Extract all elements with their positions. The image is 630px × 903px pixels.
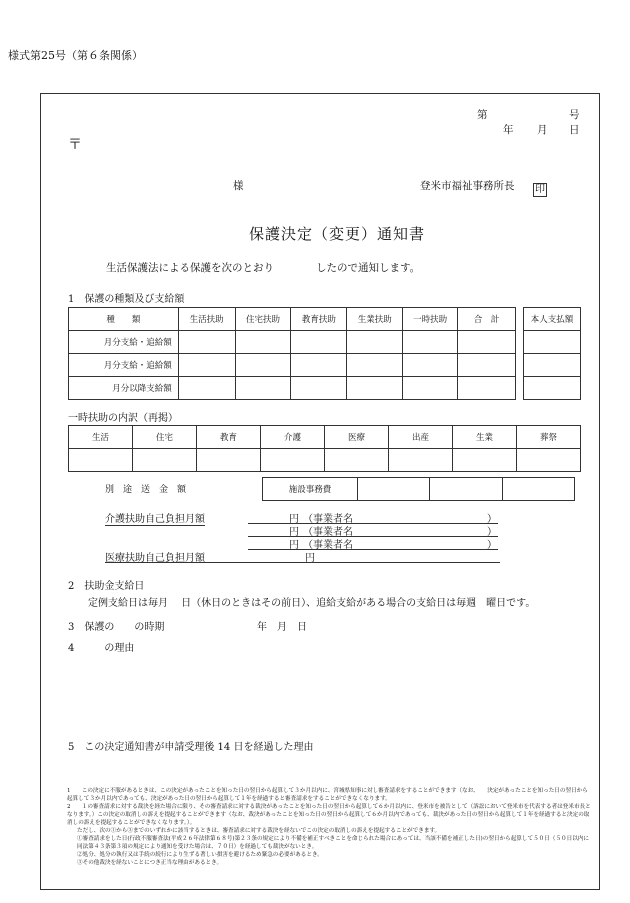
underline xyxy=(248,523,498,524)
section3-heading: 3 保護の の時期 xyxy=(68,622,165,633)
form-code: 様式第25号（第６条関係） xyxy=(8,49,143,62)
breakdown-table xyxy=(68,425,581,472)
number-label-right: 号 xyxy=(569,109,580,121)
note-item: ①審査請求をした日(行政不服審査法(平成２６年法律第６８号)第２３条の規定により不備を補正すべきことを命じられた場合にあっては、当該不備を補正した日)の翌日から起算して５０日（５０日以内に同法第４３条第３項の規定により通知を受けた場合は、７０日）を経過しても裁決がないとき。 xyxy=(77,836,590,850)
table-row xyxy=(69,354,516,377)
table-cell[interactable] xyxy=(453,449,517,472)
col-header: 医療 xyxy=(325,426,389,449)
breakdown-heading: 一時扶助の内訳（再掲） xyxy=(68,413,178,424)
care-copay-label: 介護扶助自己負担月額 xyxy=(105,510,205,526)
self-pay-table xyxy=(523,307,581,400)
yen-label: 円 xyxy=(289,540,299,551)
note-item: ただし、次の①から③までのいずれかに該当するときは、審査請求に対する裁決を経ないでこの決定の取消しの訴えを提起することができます。 xyxy=(77,828,441,834)
underline xyxy=(248,549,498,550)
underline xyxy=(105,562,500,563)
col-header: 生活扶助 xyxy=(178,308,235,331)
table-row xyxy=(69,449,581,472)
table-cell[interactable] xyxy=(458,377,516,400)
table-cell[interactable] xyxy=(291,331,347,354)
table-cell[interactable] xyxy=(458,331,516,354)
col-header: 葬祭 xyxy=(517,426,581,449)
facility-table xyxy=(262,477,575,501)
table-cell[interactable] xyxy=(178,377,235,400)
col-header: 教育 xyxy=(197,426,261,449)
legal-notes xyxy=(67,787,592,867)
provider-label: （事業者名 xyxy=(303,514,353,525)
close-paren: ） xyxy=(487,514,497,525)
row-label: 月分支給・追給額 xyxy=(69,331,179,354)
table-cell[interactable] xyxy=(517,449,581,472)
table-cell[interactable] xyxy=(430,478,502,501)
table-cell[interactable] xyxy=(347,354,403,377)
note-item: ②処分、処分の執行又は手続の続行により生ずる著しい損害を避けるため緊急の必要があるとき。 xyxy=(77,852,323,858)
col-header: 出産 xyxy=(389,426,453,449)
yen-label: 円 xyxy=(305,553,315,564)
table-cell[interactable] xyxy=(133,449,197,472)
table-cell[interactable] xyxy=(458,354,516,377)
table-cell[interactable] xyxy=(403,354,458,377)
section2-text: 定例支給日は毎月 日（休日のときはその前日）、追給支給がある場合の支給日は毎週 曜日です。 xyxy=(88,598,536,609)
section3-date: 年 月 日 xyxy=(257,622,307,633)
col-header: 住宅 xyxy=(133,426,197,449)
table-row xyxy=(69,331,516,354)
close-paren: ） xyxy=(487,527,497,538)
row-label: 月分以降支給額 xyxy=(69,377,179,400)
date-day: 日 xyxy=(569,124,580,136)
col-header: 生業 xyxy=(453,426,517,449)
amount-table-header xyxy=(69,308,516,331)
table-cell[interactable] xyxy=(261,449,325,472)
page-title: 保護決定（変更）通知書 xyxy=(249,225,426,243)
issuer-seal xyxy=(533,177,547,197)
table-row xyxy=(69,377,516,400)
table-cell[interactable] xyxy=(347,331,403,354)
number-label-left: 第 xyxy=(477,109,488,121)
close-paren: ） xyxy=(487,540,497,551)
breakdown-header xyxy=(69,426,581,449)
col-header: 生業扶助 xyxy=(347,308,403,331)
table-cell[interactable] xyxy=(235,354,291,377)
table-cell[interactable] xyxy=(235,331,291,354)
section2-heading: 2 扶助金支給日 xyxy=(68,581,145,592)
provider-label: （事業者名 xyxy=(303,540,353,551)
date-year: 年 xyxy=(503,124,514,136)
medical-copay-label: 医療扶助自己負担月額 xyxy=(105,553,205,564)
issuer-name: 登米市福祉事務所長 xyxy=(420,180,515,192)
table-cell[interactable] xyxy=(347,377,403,400)
table-cell[interactable] xyxy=(325,449,389,472)
seal-mark: 印 xyxy=(535,184,545,195)
table-cell[interactable] xyxy=(291,377,347,400)
table-cell[interactable] xyxy=(403,377,458,400)
self-pay-header: 本人支払額 xyxy=(524,308,581,331)
note-item: ③その他裁決を経ないことにつき正当な理由があるとき。 xyxy=(77,860,223,866)
row-label: 月分支給・追給額 xyxy=(69,354,179,377)
amount-table xyxy=(68,307,516,400)
table-cell[interactable] xyxy=(403,331,458,354)
yen-label: 円 xyxy=(289,514,299,525)
col-header: 教育扶助 xyxy=(291,308,347,331)
table-cell[interactable] xyxy=(502,478,574,501)
table-cell[interactable] xyxy=(178,354,235,377)
table-cell[interactable] xyxy=(524,354,581,377)
col-header: 合 計 xyxy=(458,308,516,331)
section4-heading: 4 の理由 xyxy=(68,643,135,654)
col-header: 一時扶助 xyxy=(403,308,458,331)
col-header: 住宅扶助 xyxy=(235,308,291,331)
table-cell[interactable] xyxy=(389,449,453,472)
note-item: 2 １の審査請求に対する裁決を経た場合に限り、その審査請求に対する裁決があったことを知った日の翌日から起算して６か月以内に、登米市を被告として（訴訟において登米市を代表する者は登米市長となります。）この決定の取消しの訴えを提起することができます（なお、裁決があったことを知った日の翌日から起算して６か月以内であっても、裁決があった日の翌日から起算して１年を経過すると決定の取消しの訴えを提起することができなくなります。）。 xyxy=(67,804,591,826)
col-header: 種 類 xyxy=(69,308,179,331)
provider-label: （事業者名 xyxy=(303,527,353,538)
table-cell[interactable] xyxy=(69,449,133,472)
table-cell[interactable] xyxy=(235,377,291,400)
table-cell[interactable] xyxy=(178,331,235,354)
separate-amount-label: 別 途 送 金 額 xyxy=(105,485,187,495)
underline xyxy=(248,536,498,537)
facility-label: 施設事務費 xyxy=(263,478,358,501)
postal-mark: 〒 xyxy=(68,137,82,153)
col-header: 介護 xyxy=(261,426,325,449)
recipient-suffix: 様 xyxy=(233,180,244,192)
section5-heading: 5 この決定通知書が申請受理後 14 日を経過した理由 xyxy=(68,742,314,753)
table-cell[interactable] xyxy=(291,354,347,377)
section1-heading: 1 保護の種類及び支給額 xyxy=(68,294,185,305)
yen-label: 円 xyxy=(289,527,299,538)
note-item: 1 この決定に不服があるときは、この決定があったことを知った日の翌日から起算して３か月以内に、宮城県知事に対し審査請求をすることができます（なお、 決定があったことを知った日の翌日から起算して３か月以内であっても、決定があった日の翌日から起算して１年を経過すると審査請求をすることができなくなります。 xyxy=(67,788,588,802)
col-header: 生活 xyxy=(69,426,133,449)
table-cell[interactable] xyxy=(524,377,581,400)
intro-text: 生活保護法による保護を次のとおり したので通知します。 xyxy=(106,262,421,274)
table-cell[interactable] xyxy=(524,331,581,354)
table-cell[interactable] xyxy=(197,449,261,472)
table-cell[interactable] xyxy=(358,478,430,501)
date-month: 月 xyxy=(537,124,548,136)
